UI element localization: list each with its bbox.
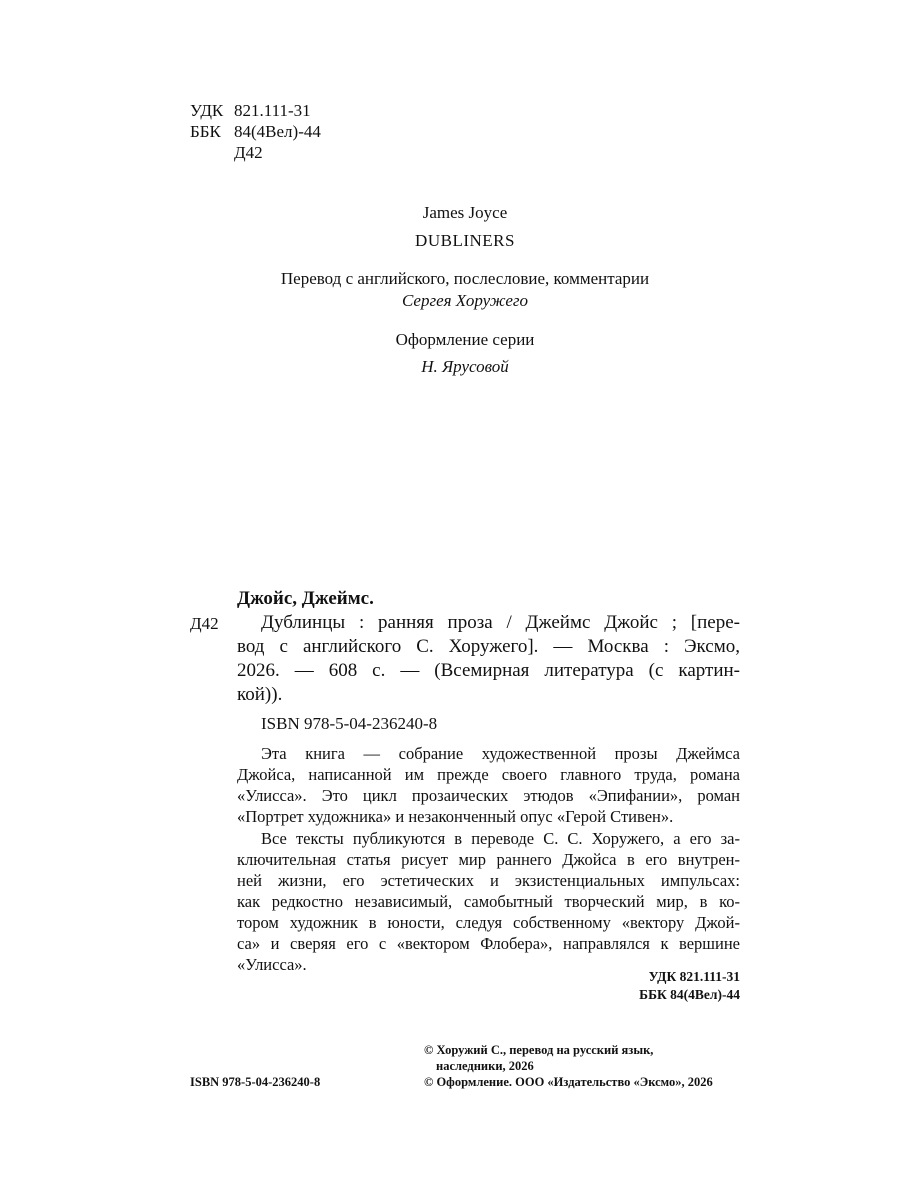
copyright-line-2: наследники, 2026 bbox=[436, 1059, 534, 1073]
original-author: James Joyce bbox=[422, 203, 508, 222]
description-line: Дублинцы : ранняя проза / Джеймс Джойс ; [пере- bbox=[261, 612, 740, 633]
author-heading: Джойс, Джеймс. bbox=[237, 588, 374, 609]
udk-value: 821.111-31 bbox=[234, 101, 311, 120]
footer-bbk: ББК 84(4Вел)-44 bbox=[639, 987, 740, 1002]
annotation-line: Джойса, написанной им прежде своего главного труда, романа bbox=[237, 765, 740, 784]
annotation-line: Эта книга — собрание художественной прозы Джеймса bbox=[261, 744, 740, 763]
footer-udk: УДК 821.111-31 bbox=[648, 969, 740, 984]
annotation-line: как редкостно независимый, самобытный творческий мир, в ко- bbox=[237, 892, 740, 911]
annotation-line: са» и сверяя его с «вектором Флобера», направлялся к вершине bbox=[237, 934, 740, 953]
design-credit: Оформление серии bbox=[395, 330, 535, 349]
bibliographic-description bbox=[237, 611, 740, 707]
bbk-value: 84(4Вел)-44 bbox=[234, 122, 321, 141]
author-mark-record: Д42 bbox=[190, 614, 219, 633]
copyright-isbn: ISBN 978-5-04-236240-8 bbox=[190, 1075, 321, 1089]
designer-name: Н. Ярусовой bbox=[421, 357, 509, 376]
author-mark-top: Д42 bbox=[234, 143, 263, 162]
annotation-line: «Улисса». Это цикл прозаических этюдов «Эпифании», роман bbox=[237, 786, 740, 805]
translation-credit: Перевод с английского, послесловие, комментарии bbox=[280, 269, 650, 288]
description-line: 2026. — 608 с. — (Всемирная литература (с картин- bbox=[237, 660, 740, 681]
annotation-line: ключительная статья рисует мир раннего Джойса в его внутрен- bbox=[237, 850, 740, 869]
annotation-paragraph-1 bbox=[237, 743, 740, 827]
translator-name: Сергея Хоружего bbox=[401, 291, 529, 310]
annotation-line: тором художник в юности, следуя собственному «вектору Джой- bbox=[237, 913, 740, 932]
description-line: вод с английского С. Хоружего]. — Москва : Эксмо, bbox=[237, 636, 740, 657]
bbk-label: ББК bbox=[190, 122, 221, 141]
udk-label: УДК bbox=[190, 101, 224, 120]
annotation-line: Все тексты публикуются в переводе С. С. Хоружего, а его за- bbox=[261, 829, 740, 848]
original-title: DUBLINERS bbox=[415, 231, 515, 250]
record-isbn: ISBN 978-5-04-236240-8 bbox=[261, 714, 438, 733]
annotation-line: «Улисса». bbox=[237, 955, 307, 974]
annotation-line: «Портрет художника» и незаконченный опус «Герой Стивен». bbox=[237, 807, 674, 826]
annotation-line: ней жизни, его эстетических и экзистенциальных импульсах: bbox=[237, 871, 740, 890]
copyright-line-3: © Оформление. ООО «Издательство «Эксмо», 2026 bbox=[424, 1075, 713, 1089]
description-line: кой)). bbox=[237, 684, 283, 705]
copyright-line-1: © Хоружий С., перевод на русский язык, bbox=[424, 1043, 654, 1057]
annotation-paragraph-2 bbox=[237, 828, 740, 975]
